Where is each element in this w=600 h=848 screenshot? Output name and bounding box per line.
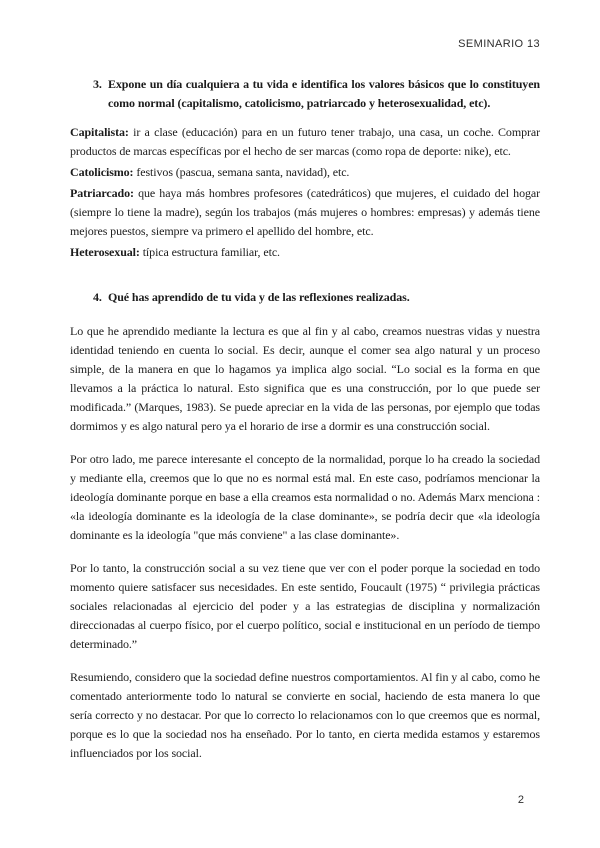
question-4-title: Qué has aprendido de tu vida y de las reflexiones realizadas. [108, 290, 410, 304]
page-header [70, 38, 540, 50]
definition-term: Heterosexual: [70, 245, 140, 259]
definition-text: ir a clase (educación) para en un futuro tener trabajo, una casa, un coche. Comprar productos de marcas específicas por el hecho de ser marcas (como ropa de deporte: nike), etc. [70, 125, 540, 158]
definition-term: Patriarcado: [70, 186, 134, 200]
question-3-heading [70, 75, 540, 113]
definition-text: festivos (pascua, semana santa, navidad), etc. [133, 165, 350, 179]
question-3-number: 3. [93, 77, 102, 91]
definition-text: que haya más hombres profesores (catedráticos) que mujeres, el cuidado del hogar (siempre lo tiene la madre), según los trabajos (más mujeres o hombres: empresas) y además tiene mejores puestos, siempre va primero el apellido del hombre, etc. [70, 186, 540, 238]
question-3-title: Expone un día cualquiera a tu vida e identifica los valores básicos que lo constituyen como normal (capitalismo, catolicismo, patriarcado y heterosexualidad, etc). [108, 77, 540, 110]
question-4-number: 4. [93, 290, 102, 304]
definition-catolicismo [70, 163, 540, 182]
essay-paragraph: Lo que he aprendido mediante la lectura es que al fin y al cabo, creamos nuestras vidas y nuestra identidad teniendo en cuenta lo social. Es decir, aunque el comer sea algo natural y un proceso simple, de la manera en que lo hagamos ya implica algo social. “Lo social es la forma en que llevamos a la práctica lo natural. Esto significa que es una construcción, por lo que puede ser modificada.” (Marques, 1983). Se puede apreciar en la vida de las personas, por ejemplo que todas dormimos y es algo natural pero ya el horario de irse a dormir es una construcción social. [70, 324, 540, 433]
definitions-section [70, 123, 540, 262]
essay-paragraph: Por otro lado, me parece interesante el concepto de la normalidad, porque lo ha creado la sociedad y mediante ella, creemos que lo que no es normal está mal. En este caso, podríamos mencionar la ideología dominante porque en base a ella creamos esta normalidad o no. Además Marx menciona : «la ideología dominante es la ideología de la clase dominante», se podría decir que «la ideología dominante es la ideología "que más conviene" a las clase dominante». [70, 452, 540, 542]
definition-text: típica estructura familiar, etc. [139, 245, 280, 259]
definition-term: Catolicismo: [70, 165, 134, 179]
page-number: 2 [517, 794, 524, 806]
definition-heterosexual [70, 243, 540, 262]
essay-section [70, 322, 540, 763]
essay-paragraph: Por lo tanto, la construcción social a su vez tiene que ver con el poder porque la sociedad en todo momento quiere satisfacer sus necesidades. En este sentido, Foucault (1975) “ privilegia prácticas sociales relacionadas al ejercicio del poder y a las estrategias de disciplina y normalización direccionadas al cuerpo físico, por el cuerpo político, social e institucional en un período de tiempo determinado.” [70, 561, 540, 651]
question-4-heading [70, 288, 540, 307]
header-text: SEMINARIO 13 [458, 38, 540, 50]
definition-capitalista [70, 123, 540, 161]
definition-term: Capitalista: [70, 125, 129, 139]
essay-paragraph: Resumiendo, considero que la sociedad define nuestros comportamientos. Al fin y al cabo, como he comentado anteriormente todo lo natural se convierte en social, haciendo de esta manera lo que sería correcto y no destacar. Por que lo correcto lo relacionamos con lo que creemos que es normal, porque es lo que la sociedad nos ha enseñado. Por lo tanto, en cierta medida estamos y estaremos influenciados por los social. [70, 670, 540, 760]
definition-patriarcado [70, 184, 540, 241]
